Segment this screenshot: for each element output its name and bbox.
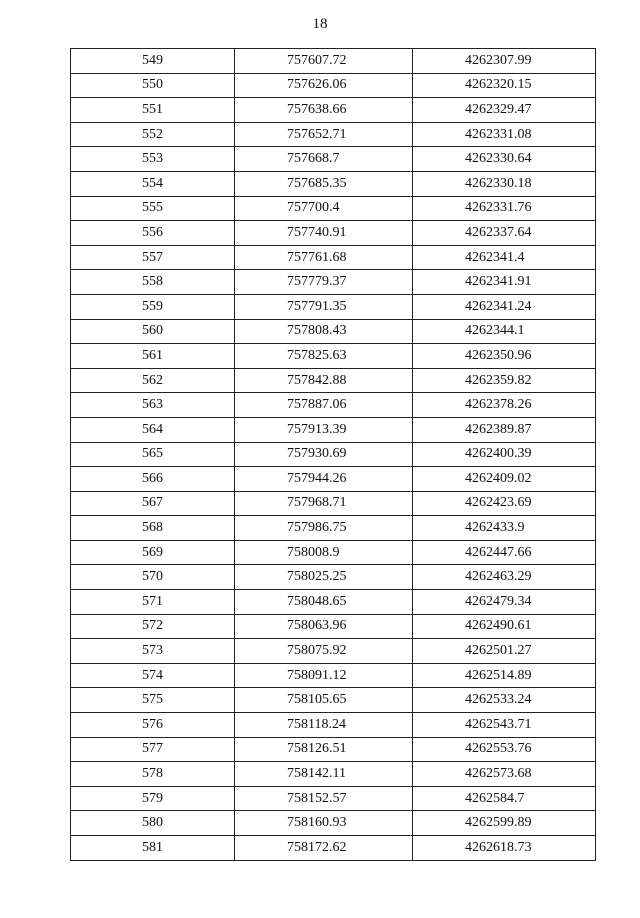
y-coordinate-cell: 4262341.91 [413, 270, 596, 295]
point-number-cell: 568 [71, 516, 235, 541]
point-number-cell: 565 [71, 442, 235, 467]
table-row [71, 319, 596, 344]
x-coordinate-cell: 757986.75 [235, 516, 413, 541]
x-coordinate-cell: 757700.4 [235, 196, 413, 221]
y-coordinate-cell: 4262599.89 [413, 811, 596, 836]
table-row [71, 245, 596, 270]
y-coordinate-cell: 4262359.82 [413, 368, 596, 393]
x-coordinate-cell: 757930.69 [235, 442, 413, 467]
point-number-cell: 561 [71, 344, 235, 369]
x-coordinate-cell: 758075.92 [235, 639, 413, 664]
point-number-cell: 558 [71, 270, 235, 295]
y-coordinate-cell: 4262378.26 [413, 393, 596, 418]
x-coordinate-cell: 757652.71 [235, 122, 413, 147]
x-coordinate-cell: 758048.65 [235, 590, 413, 615]
y-coordinate-cell: 4262350.96 [413, 344, 596, 369]
y-coordinate-cell: 4262501.27 [413, 639, 596, 664]
page-number: 18 [312, 16, 328, 32]
table-row [71, 614, 596, 639]
y-coordinate-cell: 4262618.73 [413, 836, 596, 861]
table-row [71, 393, 596, 418]
x-coordinate-cell: 758025.25 [235, 565, 413, 590]
point-number-cell: 563 [71, 393, 235, 418]
table-row [71, 294, 596, 319]
y-coordinate-cell: 4262433.9 [413, 516, 596, 541]
point-number-cell: 575 [71, 688, 235, 713]
y-coordinate-cell: 4262389.87 [413, 417, 596, 442]
x-coordinate-cell: 757638.66 [235, 98, 413, 123]
y-coordinate-cell: 4262329.47 [413, 98, 596, 123]
point-number-cell: 550 [71, 73, 235, 98]
y-coordinate-cell: 4262344.1 [413, 319, 596, 344]
table-row [71, 368, 596, 393]
x-coordinate-cell: 757668.7 [235, 147, 413, 172]
y-coordinate-cell: 4262409.02 [413, 467, 596, 492]
table-row [71, 639, 596, 664]
x-coordinate-cell: 758008.9 [235, 540, 413, 565]
point-number-cell: 553 [71, 147, 235, 172]
point-number-cell: 569 [71, 540, 235, 565]
point-number-cell: 559 [71, 294, 235, 319]
y-coordinate-cell: 4262490.61 [413, 614, 596, 639]
y-coordinate-cell: 4262330.18 [413, 171, 596, 196]
table-row [71, 171, 596, 196]
y-coordinate-cell: 4262307.99 [413, 49, 596, 74]
x-coordinate-cell: 757626.06 [235, 73, 413, 98]
point-number-cell: 577 [71, 737, 235, 762]
point-number-cell: 579 [71, 786, 235, 811]
x-coordinate-cell: 757944.26 [235, 467, 413, 492]
point-number-cell: 560 [71, 319, 235, 344]
table-row [71, 49, 596, 74]
point-number-cell: 554 [71, 171, 235, 196]
y-coordinate-cell: 4262573.68 [413, 762, 596, 787]
table-row [71, 786, 596, 811]
y-coordinate-cell: 4262533.24 [413, 688, 596, 713]
table-row [71, 442, 596, 467]
table-row [71, 836, 596, 861]
table-row [71, 762, 596, 787]
point-number-cell: 551 [71, 98, 235, 123]
table-row [71, 417, 596, 442]
x-coordinate-cell: 758172.62 [235, 836, 413, 861]
y-coordinate-cell: 4262584.7 [413, 786, 596, 811]
y-coordinate-cell: 4262543.71 [413, 713, 596, 738]
table-row [71, 565, 596, 590]
x-coordinate-cell: 757740.91 [235, 221, 413, 246]
y-coordinate-cell: 4262400.39 [413, 442, 596, 467]
point-number-cell: 571 [71, 590, 235, 615]
table-row [71, 344, 596, 369]
point-number-cell: 555 [71, 196, 235, 221]
x-coordinate-cell: 757685.35 [235, 171, 413, 196]
y-coordinate-cell: 4262320.15 [413, 73, 596, 98]
y-coordinate-cell: 4262514.89 [413, 663, 596, 688]
point-number-cell: 557 [71, 245, 235, 270]
y-coordinate-cell: 4262479.34 [413, 590, 596, 615]
x-coordinate-cell: 758160.93 [235, 811, 413, 836]
point-number-cell: 572 [71, 614, 235, 639]
point-number-cell: 580 [71, 811, 235, 836]
x-coordinate-cell: 757842.88 [235, 368, 413, 393]
x-coordinate-cell: 757779.37 [235, 270, 413, 295]
table-row [71, 491, 596, 516]
point-number-cell: 562 [71, 368, 235, 393]
y-coordinate-cell: 4262341.4 [413, 245, 596, 270]
table-row [71, 516, 596, 541]
table-row [71, 147, 596, 172]
y-coordinate-cell: 4262463.29 [413, 565, 596, 590]
table-row [71, 713, 596, 738]
x-coordinate-cell: 757913.39 [235, 417, 413, 442]
point-number-cell: 549 [71, 49, 235, 74]
table-row [71, 663, 596, 688]
x-coordinate-cell: 757761.68 [235, 245, 413, 270]
point-number-cell: 573 [71, 639, 235, 664]
y-coordinate-cell: 4262423.69 [413, 491, 596, 516]
x-coordinate-cell: 758105.65 [235, 688, 413, 713]
x-coordinate-cell: 757607.72 [235, 49, 413, 74]
table-row [71, 540, 596, 565]
point-number-cell: 567 [71, 491, 235, 516]
x-coordinate-cell: 757825.63 [235, 344, 413, 369]
x-coordinate-cell: 758118.24 [235, 713, 413, 738]
table-row [71, 590, 596, 615]
coordinates-table [70, 48, 596, 861]
x-coordinate-cell: 758063.96 [235, 614, 413, 639]
x-coordinate-cell: 758152.57 [235, 786, 413, 811]
x-coordinate-cell: 757887.06 [235, 393, 413, 418]
point-number-cell: 578 [71, 762, 235, 787]
table-row [71, 737, 596, 762]
table-row [71, 688, 596, 713]
point-number-cell: 581 [71, 836, 235, 861]
x-coordinate-cell: 758142.11 [235, 762, 413, 787]
table-row [71, 122, 596, 147]
coordinates-table-body [71, 49, 596, 861]
point-number-cell: 570 [71, 565, 235, 590]
table-row [71, 221, 596, 246]
y-coordinate-cell: 4262447.66 [413, 540, 596, 565]
y-coordinate-cell: 4262337.64 [413, 221, 596, 246]
table-row [71, 98, 596, 123]
point-number-cell: 564 [71, 417, 235, 442]
table-row [71, 467, 596, 492]
point-number-cell: 576 [71, 713, 235, 738]
table-row [71, 196, 596, 221]
x-coordinate-cell: 758126.51 [235, 737, 413, 762]
point-number-cell: 556 [71, 221, 235, 246]
y-coordinate-cell: 4262331.76 [413, 196, 596, 221]
point-number-cell: 566 [71, 467, 235, 492]
point-number-cell: 574 [71, 663, 235, 688]
x-coordinate-cell: 757968.71 [235, 491, 413, 516]
table-row [71, 811, 596, 836]
table-row [71, 73, 596, 98]
y-coordinate-cell: 4262330.64 [413, 147, 596, 172]
x-coordinate-cell: 757791.35 [235, 294, 413, 319]
table-row [71, 270, 596, 295]
y-coordinate-cell: 4262341.24 [413, 294, 596, 319]
point-number-cell: 552 [71, 122, 235, 147]
y-coordinate-cell: 4262331.08 [413, 122, 596, 147]
x-coordinate-cell: 758091.12 [235, 663, 413, 688]
y-coordinate-cell: 4262553.76 [413, 737, 596, 762]
x-coordinate-cell: 757808.43 [235, 319, 413, 344]
